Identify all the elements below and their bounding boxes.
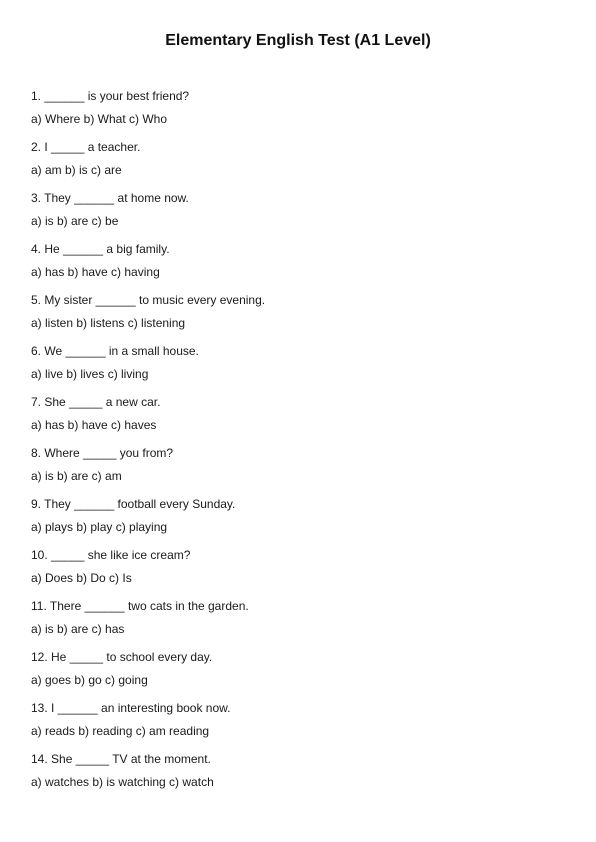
answer-options: a) has b) have c) haves [31,418,157,432]
question-item [31,344,571,395]
question-text: 6. We ______ in a small house. [31,344,199,358]
answer-options: a) Where b) What c) Who [31,112,168,126]
question-text: 10. _____ she like ice cream? [31,548,191,562]
question-item [31,446,571,497]
question-text: 3. They ______ at home now. [31,191,189,205]
question-item [31,89,571,140]
question-item [31,599,571,650]
question-list [31,89,571,803]
question-item [31,752,571,803]
answer-options: a) Does b) Do c) Is [31,571,132,585]
answer-options: a) am b) is c) are [31,163,122,177]
question-item [31,548,571,599]
answer-options: a) watches b) is watching c) watch [31,775,214,789]
question-item [31,395,571,446]
answer-options: a) plays b) play c) playing [31,520,168,534]
question-text: 14. She _____ TV at the moment. [31,752,211,766]
answer-options: a) has b) have c) having [31,265,160,279]
question-item [31,191,571,242]
answer-options: a) listen b) listens c) listening [31,316,186,330]
answer-options: a) is b) are c) be [31,214,119,228]
answer-options: a) is b) are c) am [31,469,122,483]
question-item [31,140,571,191]
question-text: 4. He ______ a big family. [31,242,170,256]
answer-options: a) live b) lives c) living [31,367,149,381]
question-text: 1. ______ is your best friend? [31,89,190,103]
question-item [31,701,571,752]
question-text: 9. They ______ football every Sunday. [31,497,236,511]
question-text: 11. There ______ two cats in the garden. [31,599,249,613]
question-text: 8. Where _____ you from? [31,446,174,460]
answer-options: a) reads b) reading c) am reading [31,724,210,738]
question-text: 7. She _____ a new car. [31,395,161,409]
question-text: 2. I _____ a teacher. [31,140,141,154]
question-item [31,293,571,344]
answer-options: a) is b) are c) has [31,622,125,636]
question-text: 12. He _____ to school every day. [31,650,213,664]
question-text: 13. I ______ an interesting book now. [31,701,231,715]
question-item [31,242,571,293]
question-item [31,497,571,548]
question-text: 5. My sister ______ to music every evening. [31,293,266,307]
page-title: Elementary English Test (A1 Level) [165,32,431,49]
answer-options: a) goes b) go c) going [31,673,148,687]
question-item [31,650,571,701]
